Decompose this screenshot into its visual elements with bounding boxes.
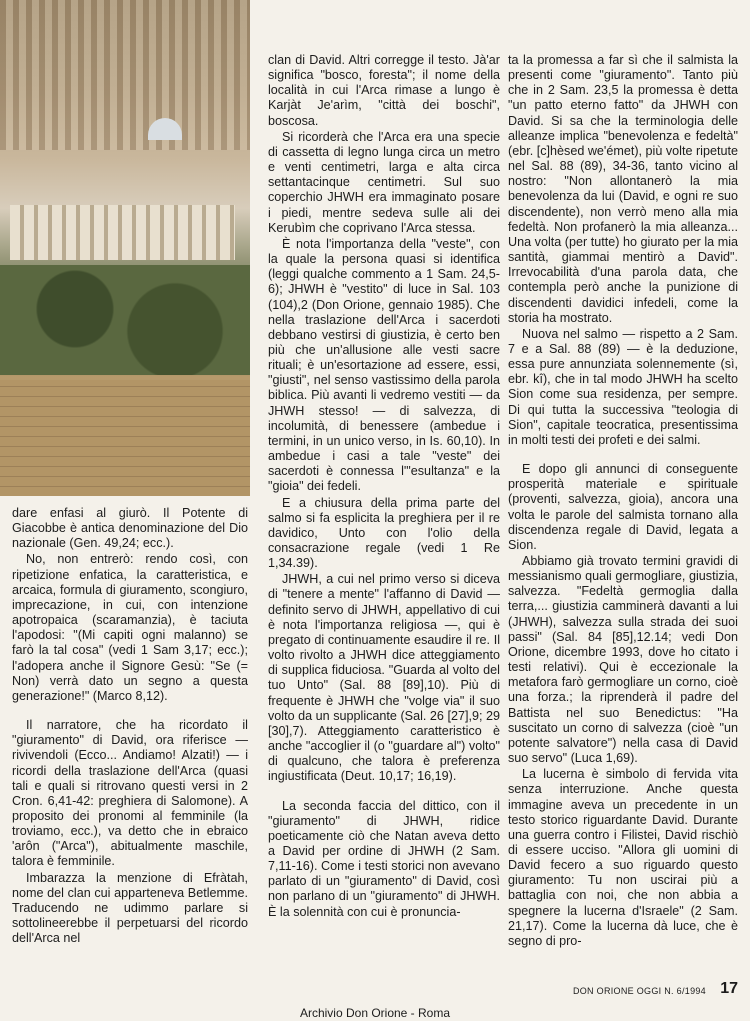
paragraph: Abbiamo già trovato termini gravidi di messianismo quali germogliare, giustizia, salvezza. "Fedeltà germoglia dalla terra,... giustizia camminerà davanti a lui (JHWH), salvezza sulla strada dei suoi passi" (Sal. 84 [85],12.14; vedi Don Orione, dicembre 1993, dove ho citato i testi relativi). Qui è eccezionale la metafora farò germogliare un corno, cioè una forza.; la riprenderà il padre del Battista nel suo Benedictus: "Ha suscitato un corno di salvezza (cioè "un potente salvatore") nella casa di David suo servo" (Luca 1,69). [508, 554, 738, 766]
text-column-right [508, 53, 738, 949]
photo-houses [0, 0, 250, 150]
paragraph: E a chiusura della prima parte del salmo si fa esplicita la preghiera per il re davidico, Unto con l'olio della consacrazione regale (vedi 1 Re 1,34.39). [268, 495, 500, 571]
paragraph: No, non entrerò: rendo così, con ripetizione enfatica, la caratteristica, e arcaica, formula di giuramento, scongiuro, imprecazione, in cui, con intenzione apotropaica (scaramanzia), è taciuta l'apodosi: "(Mi capiti ogni malanno) se farò la tal cosa" (vedi 1 Sam 3,17; ecc.); l'adopera anche il Signore Gesù: "Se (= Non) verrà dato un segno a questa generazione!" (Marco 8,12). [12, 552, 248, 703]
magazine-issue: DON ORIONE OGGI N. 6/1994 [572, 986, 706, 996]
paragraph: Il narratore, che ha ricordato il "giuramento" di David, ora riferisce — rivivendoli (Ecco... Andiamo! Alzati!) — i ricordi della traslazione dell'Arca (quasi tali e quali si ritrovano questi versi in 2 Cron. 6,41-42: preghiera di Salomone). A proposito dei pronomi al femminile (la troviamo, ecc.), va detto che in ebraico 'arôn ("Arca"), abitualmente maschile, talora è femminile. [12, 718, 248, 869]
paragraph: clan di David. Altri corregge il testo. Jà'ar significa "bosco, foresta"; il nome della località in cui l'Arca rimase a lungo è Karjàt Je'arìm, "città dei boschi", boscosa. [268, 53, 500, 128]
paragraph: Si ricorderà che l'Arca era una specie di cassetta di legno lunga circa un metro e venti centimetri, larga e alta circa settantacinque centimetri. Sul suo coperchio JHWH era immaginato posare i piedi, mentre sedeva sulle ali dei Kerubìm che coprivano l'Arca stessa. [268, 129, 500, 235]
paragraph: La seconda faccia del dittico, con il "giuramento" di JHWH, ridice poeticamente ciò che Natan aveva detto a David per ordine di JHWH (2 Sam. 7,11-16). Come i testi storici non avevano parlato di un "giuramento" di David, così non parlano di un "giuramento" di JHWH. È la solennità con cui è pronuncia- [268, 798, 500, 919]
paragraph: Imbarazza la menzione di Efràtah, nome del clan cui apparteneva Betlemme. Traducendo ne udimmo parlare si sottolineerebbe il perpetuarsi del ricordo dell'Arca nel [12, 870, 248, 946]
photo-arcade [10, 205, 235, 260]
paragraph: JHWH, a cui nel primo verso si diceva di "tenere a mente" l'affanno di David — definito servo di JHWH, appellativo di cui è nota l'importanza religiosa —, qui è pregato di continuamente esaudire il re. Il volto rivolto a JHWH dice atteggiamento di supplica fiduciosa. "Guarda al volto del tuo Unto" (Sal. 88 [89],10). Più di frequente è JHWH che "volge via" il suo volto da un supplicante (Sal. 26 [27],9; 29 [30],7). Atteggiamento caratteristico è anche "accoglier il (o "guardare al") volto" di qualcuno, che talora è preferenza ingiustificata (Deut. 10,17; 16,19). [268, 572, 500, 784]
photo-trees [0, 265, 250, 375]
paragraph: Nuova nel salmo — rispetto a 2 Sam. 7 e a Sal. 88 (89) — è la deduzione, essa pure annunziata solennemente (sì, ebr. kî), che in tal modo JHWH ha scelto Sion come sua residenza, per sempre. Di qui tutta la successiva "teologia di Sion", capitale teocratica, presentissima in molti testi dei profeti e dei salmi. [508, 326, 738, 447]
archive-credit: Archivio Don Orione - Roma [299, 1006, 451, 1020]
paragraph: È nota l'importanza della "veste", con la quale la persona quasi si identifica (leggi qualche commento a 1 Sam. 24,5-6); JHWH è "vestito" di luce in Sal. 103 (104),2 (Don Orione, gennaio 1985). Che nella traslazione dell'Arca i sacerdoti debbano vestirsi di giustizia, è certo ben più che un'allusione alle vesti sacre rituali; è un'esortazione ad essere, essi, "giusti", nel senso vastissimo della parola biblica. Più avanti li vedremo vestiti — da JHWH stesso! — di salvezza, di incolumità, di benessere (ambedue i termini, in un unico verso, in Is. 60,10). In ambedue i casi a tale "veste" dei sacerdoti è connessa l'"esultanza" e la "gioia" dei fedeli. [268, 236, 500, 494]
paragraph: dare enfasi al giurò. Il Potente di Giacobbe è antica denominazione del Dio nazionale (Gen. 49,24; ecc.). [12, 506, 248, 551]
page-number: 17 [720, 980, 738, 997]
text-column-middle [268, 53, 500, 920]
paragraph: ta la promessa a far sì che il salmista la presenti come "giuramento". Tanto più che in 2 Sam. 23,5 la promessa è detta "un patto eterno fatto" da JHWH con David. Si sa che la terminologia delle alleanze implica "benevolenza e fedeltà" (ebr. [c]hèsed we'émet), più volte ripetute nel Sal. 88 (89), 34-36, tanto vicino al nostro: "Non allontanerò la mia benevolenza da lui (David, e ogni re suo discendente), non verrò meno alla mia fedeltà. Non profanerò la mia alleanza... Una volta (per tutte) ho giurato per la mia santità, giammai mentirò a David". Irrevocabilità d'una parola data, che contempla però anche la punizione di discendenti davidici infedeli, come la storia ha mostrato. [508, 53, 738, 325]
photo-wall [0, 380, 250, 496]
paragraph: La lucerna è simbolo di fervida vita senza interruzione. Anche questa immagine aveva un precedente in un testo storico riguardante David. Durante una guerra contro i Filistei, David rischiò di essere ucciso. "Allora gli uomini di David fecero a suo riguardo questo giuramento: Tu non uscirai più a battaglia con noi, che non abbia a spegnere la lucerna d'Israele" (2 Sam. 21,17). Come la lucerna dà luce, che è segno di pro- [508, 767, 738, 948]
text-column-left [12, 506, 248, 946]
paragraph: E dopo gli annunci di conseguente prosperità materiale e spirituale (proventi, salvezza, gioia), ancora una volta le parole del salmista tornano alla discendenza regale di David, legata a Sion. [508, 462, 738, 552]
jerusalem-photo [0, 0, 250, 496]
